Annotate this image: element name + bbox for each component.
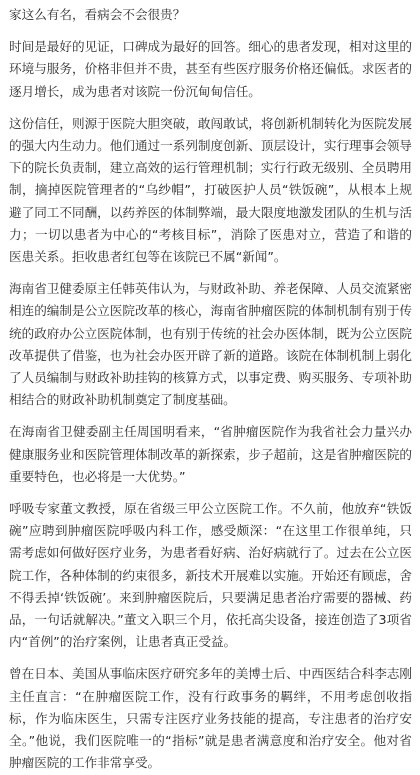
paragraph-gap	[9, 653, 412, 663]
paragraph-gap	[9, 103, 412, 113]
paragraph-3: 这份信任，则源于医院大胆突破，敢闯敢试，将创新机制转化为医院发展的强大内生动力。他们通过一系列制度创新、顶层设计，实行理事会领导下的院长负责制，建立高效的运行管理机制；实行行政无级别、全员聘用制，摘掉医院管理者的“乌纱帽”，打破医护人员“铁饭碗”，从根本上规避了同工不同酬，以药养医的体制弊端，最大限度地激发团队的生机与活力；一切以患者为中心的“考核目标”，消除了医患对立，营造了和谐的医患关系。拒收患者红包等在该院已不属“新闻”。	[9, 115, 412, 265]
paragraph-6: 呼吸专家董文教授，原在省级三甲公立医院工作。不久前，他放弃“铁饭碗”应聘到肿瘤医院呼吸内科工作，感受颇深：“在这里工作很单纯，只需考虑如何做好医疗业务，为患者看好病、治好病就行了。过去在公立医院工作，各种体制的约束很多，新技术开展难以实施。开始还有顾虑，舍不得丢掉‘铁饭碗’。来到肿瘤医院后，只要满足患者治疗需要的器械、药品，一句话就解决。”董文入职三个月，依托高尖设备，接连创造了3项省内“首例”的治疗案例，让患者真正受益。	[9, 501, 412, 650]
paragraph-4: 海南省卫健委原主任韩英伟认为，与财政补助、养老保障、人员交流紧密相连的编制是公立医院改革的核心，海南省肿瘤医院的体制机制有别于传统的政府办公立医院体制，也有别于传统的社会办医体制，既为公立医院改革提供了借鉴，也为社会办医开辟了新的道路。该院在体制机制上弱化了人员编制与财政补助挂钩的核算方式，以事定费、购买服务、专项补助相结合的财政补助机制奠定了制度基础。	[9, 281, 412, 408]
paragraph-gap	[9, 26, 412, 36]
paragraph-1: 家这么有名，看病会不会很贵？	[9, 7, 186, 22]
paragraph-gap	[9, 488, 412, 498]
paragraph-2: 时间是最好的见证，口碑成为最好的回答。细心的患者发现，相对这里的环境与服务，价格非但并不贵，甚至有些医疗服务价格还偏低。求医者的逐月增长，成为患者对该院一份沉甸甸信任。	[9, 39, 412, 99]
paragraph-gap	[9, 268, 412, 278]
paragraph-gap	[9, 411, 412, 421]
paragraph-5: 在海南省卫健委副主任周国明看来，“省肿瘤医院作为我省社会力量兴办健康服务业和医院管理体制改革的新探索，步子超前，这是省肿瘤医院的重要特色，也必将是一大优势。”	[9, 424, 412, 484]
paragraph-7: 曾在日本、美国从事临床医疗研究多年的美博士后、中西医结合科李志刚主任直言：“在肿瘤医院工作，没有行政事务的羁绊，不用考虑创收指标，作为临床医生，只需专注医疗业务技能的提高，专注患者的治疗安全。”他说，我们医院唯一的“指标”就是患者满意度和治疗安全。他对省肿瘤医院的工作非常享受。	[9, 666, 412, 771]
